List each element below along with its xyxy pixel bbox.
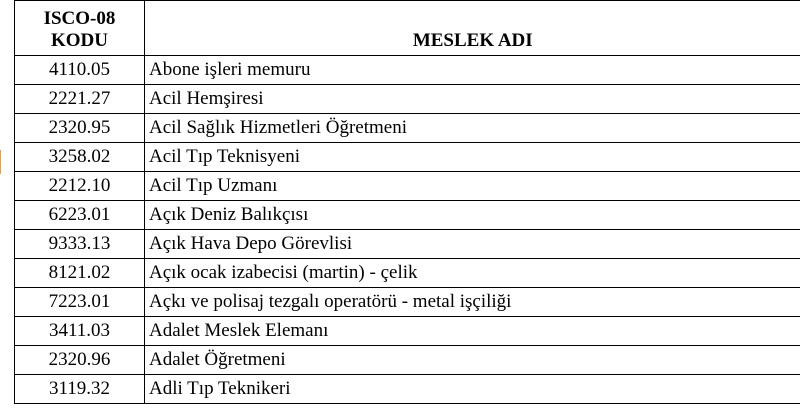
name-cell[interactable]: Açkı ve polisaj tezgalı operatörü - metal işçiliği bbox=[145, 288, 800, 317]
name-cell[interactable]: Adalet Öğretmeni bbox=[145, 346, 800, 375]
code-cell[interactable]: 2320.96 bbox=[15, 346, 145, 375]
header-code-line1: ISCO-08 bbox=[43, 8, 116, 29]
code-cell[interactable]: 4110.05 bbox=[15, 56, 145, 85]
row-marker bbox=[0, 150, 1, 174]
table-row bbox=[15, 143, 800, 172]
code-cell[interactable]: 3258.02 bbox=[15, 143, 145, 172]
header-row bbox=[15, 1, 800, 56]
name-cell[interactable]: Adli Tıp Teknikeri bbox=[145, 375, 800, 404]
occupation-table bbox=[14, 0, 800, 404]
table-row bbox=[15, 230, 800, 259]
table-row bbox=[15, 259, 800, 288]
name-cell[interactable]: Adalet Meslek Elemanı bbox=[145, 317, 800, 346]
table-row bbox=[15, 375, 800, 404]
name-cell[interactable]: Acil Sağlık Hizmetleri Öğretmeni bbox=[145, 114, 800, 143]
table-row bbox=[15, 288, 800, 317]
code-cell[interactable]: 8121.02 bbox=[15, 259, 145, 288]
name-cell[interactable]: Açık Deniz Balıkçısı bbox=[145, 201, 800, 230]
table-row bbox=[15, 346, 800, 375]
table-row bbox=[15, 201, 800, 230]
name-cell[interactable]: Acil Tıp Uzmanı bbox=[145, 172, 800, 201]
table-row bbox=[15, 85, 800, 114]
code-cell[interactable]: 2212.10 bbox=[15, 172, 145, 201]
code-cell[interactable]: 7223.01 bbox=[15, 288, 145, 317]
name-cell[interactable]: Açık ocak izabecisi (martin) - çelik bbox=[145, 259, 800, 288]
code-cell[interactable]: 6223.01 bbox=[15, 201, 145, 230]
header-name-cell[interactable]: MESLEK ADI bbox=[145, 1, 800, 56]
name-cell[interactable]: Açık Hava Depo Görevlisi bbox=[145, 230, 800, 259]
code-cell[interactable]: 2221.27 bbox=[15, 85, 145, 114]
header-code-cell[interactable] bbox=[15, 1, 145, 56]
table-row bbox=[15, 317, 800, 346]
table-row bbox=[15, 56, 800, 85]
table-row bbox=[15, 114, 800, 143]
table-row bbox=[15, 172, 800, 201]
header-code-line2: KODU bbox=[51, 30, 108, 51]
code-cell[interactable]: 3119.32 bbox=[15, 375, 145, 404]
code-cell[interactable]: 9333.13 bbox=[15, 230, 145, 259]
name-cell[interactable]: Acil Hemşiresi bbox=[145, 85, 800, 114]
code-cell[interactable]: 2320.95 bbox=[15, 114, 145, 143]
code-cell[interactable]: 3411.03 bbox=[15, 317, 145, 346]
name-cell[interactable]: Acil Tıp Teknisyeni bbox=[145, 143, 800, 172]
name-cell[interactable]: Abone işleri memuru bbox=[145, 56, 800, 85]
